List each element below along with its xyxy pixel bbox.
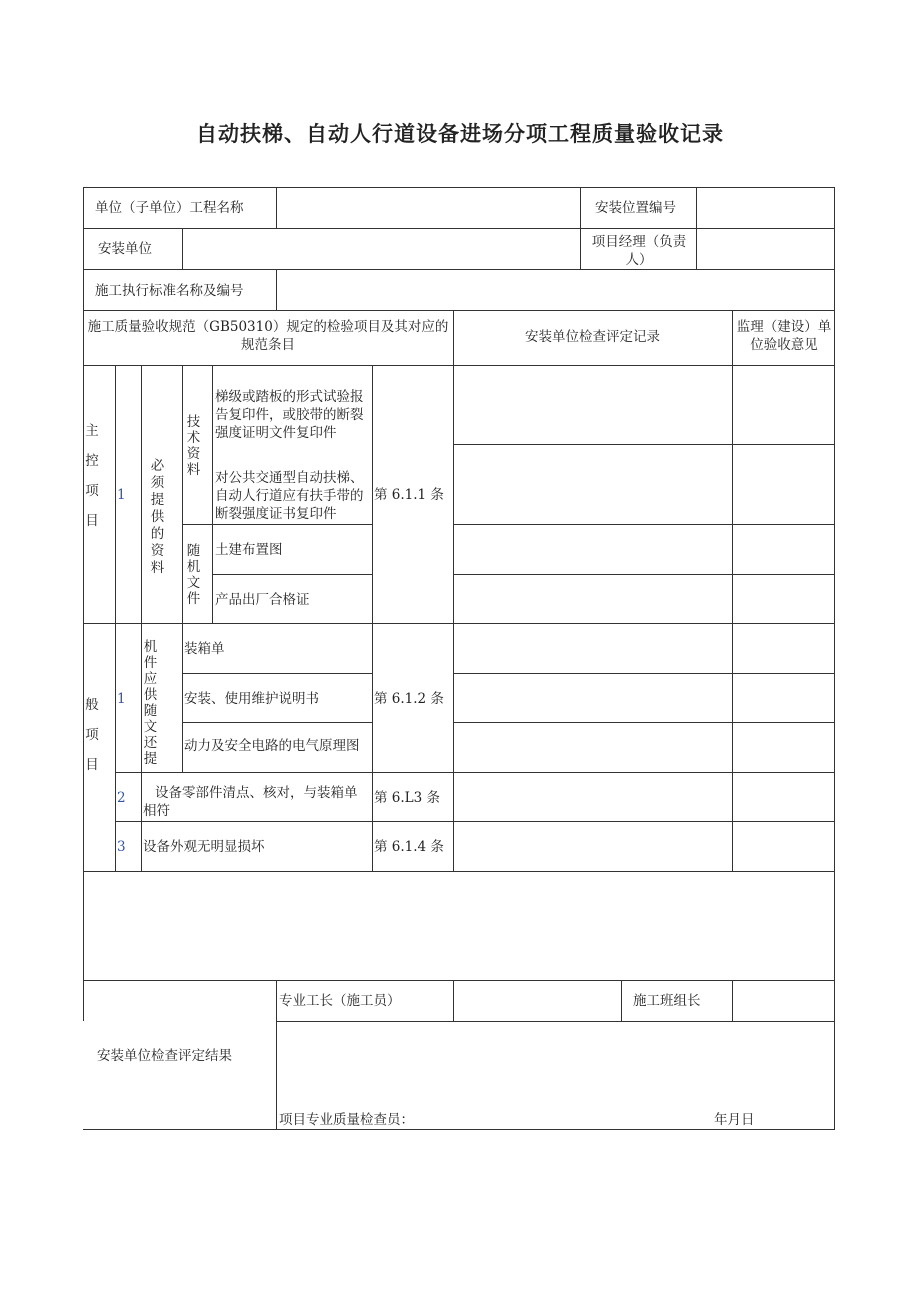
standard-label: 施工执行标准名称及编号: [95, 283, 244, 299]
accompanying-docs-label: 机件应供随文还提: [143, 639, 158, 767]
main-item-2: 对公共交通型自动扶梯、自动人行道应有扶手带的断裂强度证书复印件: [215, 470, 364, 522]
general-item-number-3: 3: [117, 839, 126, 855]
project-manager-label: 项目经理（负责人）: [591, 234, 687, 268]
general-item-number-2: 2: [117, 790, 126, 806]
main-item-number: 1: [117, 487, 126, 503]
random-docs-label: 随机文件: [186, 543, 201, 607]
general-item-1: 装箱单: [184, 641, 225, 657]
main-control-label: 主控项目: [85, 423, 99, 529]
date-label: 年月日: [714, 1112, 755, 1128]
general-item-parts: 设备零部件清点、核对，与装箱单相符: [143, 785, 358, 819]
page-title: 自动扶梯、自动人行道设备进场分项工程质量验收记录: [196, 122, 724, 146]
supervision-column-header: 监理（建设）单位验收意见: [736, 319, 832, 353]
general-clause-1: 第 6.1.2 条: [374, 691, 444, 707]
required-docs-label: 必须提供的资料: [150, 458, 174, 576]
general-item-number-1: 1: [117, 691, 126, 707]
spec-column-header: 施工质量验收规范（GB50310）规定的检验项目及其对应的规范条目: [87, 319, 449, 353]
general-item-appearance: 设备外观无明显损坏: [143, 839, 265, 855]
general-clause-3: 第 6.1.4 条: [374, 839, 444, 855]
foreman-label: 专业工长（施工员）: [279, 993, 401, 1009]
check-record-column-header: 安装单位检查评定记录: [525, 329, 660, 345]
tech-docs-label: 技术资料: [186, 414, 201, 478]
general-items-label: 般项目: [85, 697, 99, 773]
main-clause: 第 6.1.1 条: [374, 487, 444, 503]
quality-inspector-label: 项目专业质量检查员：: [279, 1112, 414, 1128]
main-item-1: 梯级或踏板的形式试验报告复印件，或胶带的断裂强度证明文件复印件: [215, 389, 364, 441]
general-item-3: 动力及安全电路的电气原理图: [184, 738, 360, 754]
general-clause-2: 第 6.L3 条: [374, 790, 441, 806]
install-result-label: 安装单位检查评定结果: [97, 1048, 232, 1064]
project-name-label: 单位（子单位）工程名称: [95, 200, 244, 216]
general-item-2: 安装、使用维护说明书: [184, 691, 319, 707]
main-item-4: 产品出厂合格证: [215, 592, 310, 608]
team-leader-label: 施工班组长: [633, 993, 701, 1009]
install-position-label: 安装位置编号: [595, 200, 676, 216]
main-item-3: 土建布置图: [215, 542, 283, 558]
install-unit-label: 安装单位: [98, 241, 152, 257]
